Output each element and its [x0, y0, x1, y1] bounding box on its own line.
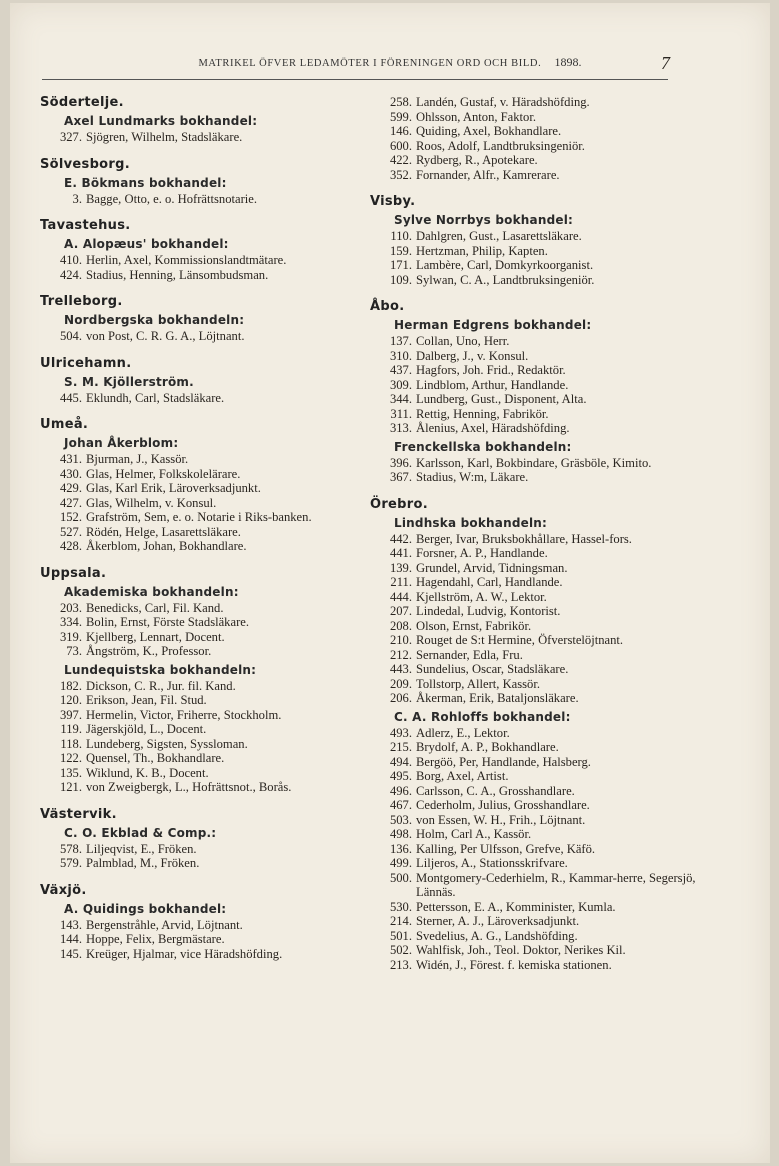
member-name: Glas, Wilhelm, v. Konsul.: [86, 495, 217, 510]
member-entry: [386, 827, 700, 842]
member-entry: [386, 273, 700, 288]
member-number: 502.: [389, 943, 412, 957]
member-entry: [386, 378, 700, 393]
member-number: 429.: [59, 481, 82, 495]
member-name: Cederholm, Julius, Grosshandlare.: [416, 798, 590, 812]
member-entry: [386, 421, 700, 436]
member-entry: [56, 452, 375, 467]
member-entry: [386, 349, 700, 364]
member-number: 215.: [389, 740, 412, 754]
member-name: Stadius, W:m, Läkare.: [416, 470, 529, 484]
member-number: 495.: [389, 769, 412, 783]
member-name: Montgomery-Cederhielm, R., Kammar-herre, Segersjö, Lännäs.: [416, 870, 696, 899]
member-entry: [386, 363, 700, 378]
member-entry: [56, 693, 375, 708]
member-name: Rydberg, R., Apotekare.: [416, 153, 538, 167]
member-entry: [56, 679, 375, 694]
member-name: Brydolf, A. P., Bokhandlare.: [416, 740, 559, 754]
member-entry: [386, 619, 700, 634]
member-name: Dahlgren, Gust., Lasarettsläkare.: [416, 229, 582, 243]
member-name: von Zweigbergk, L., Hofrättsnot., Borås.: [86, 780, 292, 794]
city-heading: Södertelje.: [40, 95, 124, 110]
member-number: 207.: [389, 604, 412, 618]
member-name: Roos, Adolf, Landtbruksingeniör.: [416, 138, 585, 153]
bookshop-heading: A. Alopæus' bokhandel:: [64, 237, 229, 251]
member-name: Hermelin, Victor, Friherre, Stockholm.: [86, 707, 282, 722]
member-number: 137.: [389, 334, 412, 348]
member-name: Jägerskjöld, L., Docent.: [86, 722, 207, 736]
member-number: 143.: [59, 917, 82, 932]
member-number: 3.: [72, 191, 82, 206]
member-name: Liljeros, A., Stationsskrifvare.: [416, 856, 568, 870]
member-entry: [386, 546, 700, 561]
member-name: Svedelius, A. G., Landshöfding.: [416, 928, 578, 943]
bookshop-heading: Lindhska bokhandeln:: [394, 515, 548, 530]
member-name: Borg, Axel, Artist.: [416, 769, 509, 783]
city-heading: Växjö.: [40, 882, 87, 898]
member-entry: [56, 130, 375, 145]
member-entry: [56, 737, 375, 752]
member-number: 530.: [389, 899, 412, 914]
member-entry: [386, 392, 700, 407]
member-number: 428.: [59, 539, 82, 553]
member-entry: [56, 644, 375, 659]
member-number: 431.: [59, 452, 82, 466]
member-entry: [56, 856, 375, 871]
member-number: 494.: [389, 754, 412, 769]
member-entry: [56, 708, 375, 723]
member-list: [56, 130, 375, 145]
member-entry: [56, 539, 375, 554]
city-heading: Västervik.: [40, 806, 117, 822]
member-entry: [386, 842, 700, 857]
bookshop-heading: Nordbergska bokhandeln:: [64, 313, 245, 327]
member-entry: [386, 856, 700, 871]
member-name: von Essen, W. H., Frih., Löjtnant.: [416, 812, 586, 827]
member-list: [56, 601, 375, 659]
member-entry: [56, 918, 375, 933]
member-entry: [386, 943, 700, 958]
member-entry: [386, 532, 700, 547]
member-name: Quiding, Axel, Bokhandlare.: [416, 124, 562, 138]
header-title: MATRIKEL ÖFVER LEDAMÖTER I FÖRENINGEN ORD OCH BILD.: [198, 58, 542, 69]
member-list: [56, 679, 375, 795]
member-name: Sundelius, Oscar, Stadsläkare.: [416, 662, 569, 676]
member-name: Ohlsson, Anton, Faktor.: [416, 109, 537, 124]
member-entry: [56, 766, 375, 781]
member-name: Lindblom, Arthur, Handlande.: [416, 377, 569, 392]
member-number: 211.: [390, 575, 412, 589]
member-entry: [56, 510, 375, 525]
header-rule: [42, 79, 668, 80]
member-name: Dalberg, J., v. Konsul.: [416, 348, 529, 363]
member-entry: [56, 615, 375, 630]
member-entry: [386, 648, 700, 663]
member-name: Karlsson, Karl, Bokbindare, Gräsböle, Kimito.: [416, 455, 652, 470]
member-number: 206.: [389, 691, 412, 705]
member-list: [56, 391, 375, 406]
member-entry: [56, 722, 375, 737]
city-heading: Örebro.: [370, 496, 428, 512]
member-entry: [386, 124, 700, 139]
member-name: Åkerblom, Johan, Bokhandlare.: [86, 539, 247, 553]
member-entry: [56, 253, 375, 268]
member-name: Olson, Ernst, Fabrikör.: [416, 618, 532, 633]
member-name: Rödén, Helge, Lasarettsläkare.: [86, 524, 241, 539]
member-name: Sylwan, C. A., Landtbruksingeniör.: [416, 272, 595, 287]
document-page: [10, 3, 770, 1163]
city-heading: Visby.: [370, 194, 416, 209]
member-number: 327.: [59, 130, 82, 144]
member-number: 110.: [390, 229, 412, 243]
page-header: [10, 55, 770, 70]
bookshop-heading: Johan Åkerblom:: [64, 436, 179, 450]
member-entry: [56, 329, 375, 344]
member-number: 424.: [59, 267, 82, 282]
member-number: 73.: [66, 644, 82, 658]
member-list: [386, 726, 700, 973]
member-entry: [386, 871, 700, 900]
member-name: Hagendahl, Carl, Handlande.: [416, 575, 563, 589]
member-entry: [56, 601, 375, 616]
member-name: Bjurman, J., Kassör.: [86, 452, 189, 466]
member-name: Berger, Ivar, Bruksbokhållare, Hassel-fors.: [416, 531, 632, 546]
member-name: Dickson, C. R., Jur. fil. Kand.: [86, 678, 236, 693]
bookshop-heading: Lundequistska bokhandeln:: [64, 662, 257, 677]
member-number: 213.: [389, 957, 412, 972]
member-number: 152.: [59, 510, 82, 524]
member-entry: [386, 740, 700, 755]
member-name: Sernander, Edla, Fru.: [416, 647, 523, 662]
member-number: 427.: [59, 495, 82, 510]
member-name: Tollstorp, Allert, Kassör.: [416, 676, 540, 691]
member-number: 445.: [59, 390, 82, 405]
member-entry: [386, 914, 700, 929]
city-heading: Trelleborg.: [40, 294, 123, 309]
member-entry: [386, 604, 700, 619]
member-entry: [56, 932, 375, 947]
member-number: 441.: [389, 546, 412, 560]
member-number: 500.: [389, 870, 412, 885]
member-number: 396.: [389, 455, 412, 470]
member-number: 578.: [59, 841, 82, 856]
city-heading: Tavastehus.: [40, 218, 131, 233]
member-name: Lundeberg, Sigsten, Syssloman.: [86, 736, 248, 751]
member-name: Bolin, Ernst, Förste Stadsläkare.: [86, 615, 249, 629]
member-list: [56, 253, 375, 282]
member-entry: [386, 813, 700, 828]
member-entry: [56, 192, 375, 207]
bookshop-heading: Frenckellska bokhandeln:: [394, 439, 572, 454]
member-name: Kreüger, Hjalmar, vice Häradshöfding.: [86, 946, 283, 961]
member-name: Lambère, Carl, Domkyrkoorganist.: [416, 258, 594, 272]
member-number: 397.: [59, 707, 82, 722]
member-name: von Post, C. R. G. A., Löjtnant.: [86, 329, 245, 343]
city-heading: Sölvesborg.: [40, 156, 130, 172]
member-entry: [386, 456, 700, 471]
member-entry: [386, 798, 700, 813]
member-entry: [386, 561, 700, 576]
member-number: 214.: [389, 914, 412, 928]
member-number: 493.: [389, 725, 412, 740]
member-entry: [56, 842, 375, 857]
member-entry: [56, 496, 375, 511]
member-entry: [386, 769, 700, 784]
member-number: 600.: [389, 138, 412, 153]
member-name: Benedicks, Carl, Fil. Kand.: [86, 600, 224, 615]
member-name: Wiklund, K. B., Docent.: [86, 765, 209, 780]
member-number: 410.: [59, 253, 82, 267]
member-number: 422.: [389, 153, 412, 167]
member-number: 145.: [59, 946, 82, 961]
member-name: Wahlfisk, Joh., Teol. Doktor, Nerikes Kil.: [416, 943, 626, 957]
member-entry: [56, 947, 375, 962]
member-number: 504.: [59, 329, 82, 343]
member-number: 122.: [59, 751, 82, 765]
member-name: Bagge, Otto, e. o. Hofrättsnotarie.: [86, 191, 258, 206]
bookshop-heading: Sylve Norrbys bokhandel:: [394, 213, 574, 227]
bookshop-heading: Axel Lundmarks bokhandel:: [64, 114, 258, 128]
member-entry: [386, 407, 700, 422]
member-number: 139.: [389, 560, 412, 575]
member-number: 443.: [389, 662, 412, 676]
right-column: [370, 95, 700, 972]
member-list: [386, 532, 700, 706]
member-name: Ångström, K., Professor.: [86, 644, 212, 658]
member-number: 209.: [389, 676, 412, 691]
member-name: Collan, Uno, Herr.: [416, 334, 510, 348]
member-number: 501.: [389, 928, 412, 943]
member-entry: [56, 780, 375, 795]
member-number: 444.: [389, 589, 412, 604]
member-number: 352.: [389, 167, 412, 182]
member-entry: [56, 481, 375, 496]
member-entry: [386, 334, 700, 349]
member-number: 121.: [59, 780, 82, 794]
member-number: 579.: [59, 856, 82, 870]
member-number: 210.: [389, 633, 412, 647]
member-name: Quensel, Th., Bokhandlare.: [86, 751, 225, 765]
member-number: 212.: [389, 647, 412, 662]
member-number: 467.: [389, 798, 412, 812]
member-number: 367.: [389, 470, 412, 484]
member-list: [386, 334, 700, 436]
member-name: Erikson, Jean, Fil. Stud.: [86, 693, 207, 707]
member-name: Lundberg, Gust., Disponent, Alta.: [416, 392, 587, 406]
member-number: 496.: [389, 783, 412, 798]
member-name: Grafström, Sem, e. o. Notarie i Riks-banken.: [86, 510, 312, 524]
member-number: 120.: [59, 693, 82, 707]
left-column: [40, 95, 375, 961]
bookshop-heading: Akademiska bokhandeln:: [64, 584, 239, 599]
city-heading: Åbo.: [370, 299, 405, 314]
member-name: Grundel, Arvid, Tidningsman.: [416, 560, 568, 575]
member-list: [386, 229, 700, 287]
member-entry: [56, 268, 375, 283]
member-name: Hagfors, Joh. Frid., Redaktör.: [416, 363, 566, 377]
member-number: 203.: [59, 600, 82, 615]
member-entry: [386, 139, 700, 154]
member-number: 208.: [389, 618, 412, 633]
member-entry: [386, 470, 700, 485]
member-name: Herlin, Axel, Kommissionslandtmätare.: [86, 253, 287, 267]
member-number: 309.: [389, 377, 412, 392]
member-entry: [386, 726, 700, 741]
member-entry: [386, 153, 700, 168]
member-number: 599.: [389, 109, 412, 124]
member-number: 258.: [389, 95, 412, 109]
member-entry: [386, 691, 700, 706]
member-list: [56, 192, 375, 207]
member-name: Pettersson, E. A., Komminister, Kumla.: [416, 899, 616, 914]
member-number: 146.: [389, 124, 412, 138]
member-name: Sjögren, Wilhelm, Stadsläkare.: [86, 130, 243, 144]
member-number: 499.: [389, 856, 412, 870]
member-name: Stadius, Henning, Länsombudsman.: [86, 267, 269, 282]
member-entry: [386, 244, 700, 259]
city-heading: Umeå.: [40, 417, 89, 432]
member-name: Kjellberg, Lennart, Docent.: [86, 629, 225, 644]
member-name: Bergenstråhle, Arvid, Löjtnant.: [86, 917, 243, 932]
member-name: Holm, Carl A., Kassör.: [416, 827, 532, 841]
member-entry: [386, 929, 700, 944]
member-list: [386, 95, 700, 182]
header-year: 1898.: [554, 55, 582, 69]
member-name: Lindedal, Ludvig, Kontorist.: [416, 604, 561, 618]
member-name: Rouget de S:t Hermine, Öfverstelöjtnant.: [416, 633, 624, 647]
member-name: Widén, J., Förest. f. kemiska stationen.: [416, 957, 612, 972]
member-list: [56, 329, 375, 344]
member-name: Åkerman, Erik, Bataljonsläkare.: [416, 691, 579, 705]
member-entry: [386, 258, 700, 273]
bookshop-heading: A. Quidings bokhandel:: [64, 901, 227, 916]
member-name: Landén, Gustaf, v. Häradshöfding.: [416, 95, 590, 109]
member-entry: [56, 391, 375, 406]
member-name: Glas, Karl Erik, Läroverksadjunkt.: [86, 481, 261, 495]
member-name: Fornander, Alfr., Kamrerare.: [416, 167, 560, 182]
member-entry: [56, 467, 375, 482]
member-number: 119.: [60, 722, 82, 736]
member-name: Hertzman, Philip, Kapten.: [416, 243, 548, 258]
member-name: Liljeqvist, E., Fröken.: [86, 841, 197, 856]
member-name: Kjellström, A. W., Lektor.: [416, 589, 547, 604]
bookshop-heading: E. Bökmans bokhandel:: [64, 175, 227, 190]
member-number: 311.: [390, 406, 412, 421]
member-name: Carlsson, C. A., Grosshandlare.: [416, 783, 575, 798]
member-name: Glas, Helmer, Folkskolelärare.: [86, 466, 241, 481]
member-entry: [386, 95, 700, 110]
member-number: 135.: [59, 765, 82, 780]
member-name: Forsner, A. P., Handlande.: [416, 546, 548, 560]
member-list: [56, 452, 375, 554]
member-name: Bergöö, Per, Handlande, Halsberg.: [416, 754, 591, 769]
member-entry: [386, 755, 700, 770]
member-list: [56, 842, 375, 871]
member-number: 319.: [59, 629, 82, 644]
member-name: Rettig, Henning, Fabrikör.: [416, 406, 549, 421]
member-number: 498.: [389, 827, 412, 841]
member-number: 109.: [389, 272, 412, 287]
member-name: Eklundh, Carl, Stadsläkare.: [86, 390, 225, 405]
member-number: 182.: [59, 678, 82, 693]
member-entry: [386, 229, 700, 244]
city-heading: Ulricehamn.: [40, 355, 132, 371]
bookshop-heading: Herman Edgrens bokhandel:: [394, 318, 592, 332]
member-number: 144.: [59, 932, 82, 946]
member-entry: [386, 900, 700, 915]
member-name: Sterner, A. J., Läroverksadjunkt.: [416, 914, 580, 928]
member-entry: [386, 590, 700, 605]
bookshop-heading: S. M. Kjöllerström.: [64, 374, 194, 389]
member-entry: [386, 575, 700, 590]
member-name: Hoppe, Felix, Bergmästare.: [86, 932, 225, 946]
member-entry: [386, 677, 700, 692]
page-number: 7: [661, 53, 670, 73]
member-number: 136.: [389, 841, 412, 856]
city-heading: Uppsala.: [40, 565, 107, 581]
member-name: Ålenius, Axel, Häradshöfding.: [416, 421, 570, 435]
member-number: 430.: [59, 466, 82, 481]
member-number: 313.: [389, 421, 412, 435]
member-entry: [386, 958, 700, 973]
member-number: 334.: [59, 615, 82, 629]
member-entry: [56, 525, 375, 540]
member-number: 527.: [59, 524, 82, 539]
member-number: 118.: [60, 736, 82, 751]
member-number: 437.: [389, 363, 412, 377]
member-entry: [386, 633, 700, 648]
member-entry: [56, 630, 375, 645]
member-list: [386, 456, 700, 485]
member-number: 159.: [389, 243, 412, 258]
member-entry: [386, 662, 700, 677]
member-entry: [386, 168, 700, 183]
member-number: 310.: [389, 348, 412, 363]
bookshop-heading: C. O. Ekblad & Comp.:: [64, 825, 217, 840]
member-entry: [56, 751, 375, 766]
member-name: Adlerz, E., Lektor.: [416, 725, 510, 740]
member-number: 171.: [389, 258, 412, 272]
member-number: 344.: [389, 392, 412, 406]
member-entry: [386, 110, 700, 125]
member-number: 442.: [389, 531, 412, 546]
member-number: 503.: [389, 812, 412, 827]
member-name: Kalling, Per Ulfsson, Grefve, Käfö.: [416, 841, 596, 856]
member-name: Palmblad, M., Fröken.: [86, 856, 200, 870]
member-list: [56, 918, 375, 962]
member-entry: [386, 784, 700, 799]
bookshop-heading: C. A. Rohloffs bokhandel:: [394, 709, 571, 724]
